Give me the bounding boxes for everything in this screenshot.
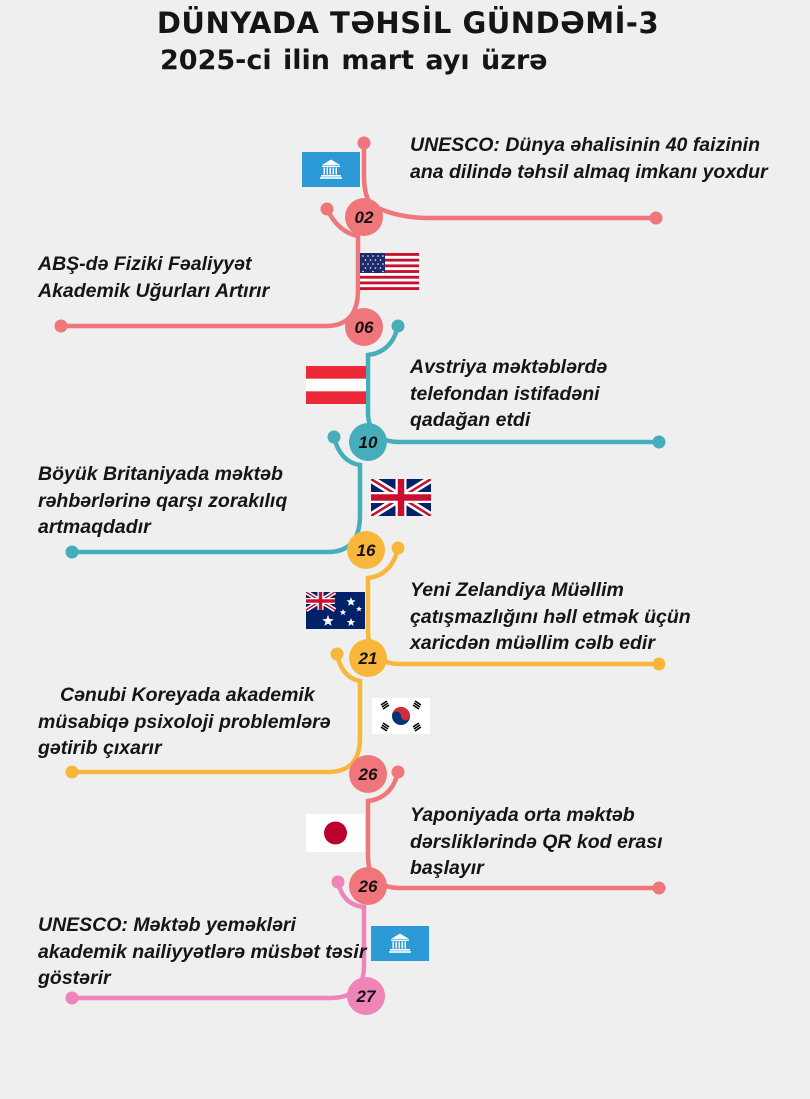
day-marker-label: 21 bbox=[358, 649, 378, 668]
item-text-02: UNESCO: Dünya əhalisinin 40 faizinin ana dilində təhsil almaq imkanı yoxdur bbox=[410, 134, 768, 183]
day-marker-02 bbox=[345, 198, 383, 236]
south-korea-flag bbox=[372, 698, 430, 734]
page-subtitle: 2025-ci ilin mart ayı üzrə bbox=[160, 45, 548, 76]
day-marker-16 bbox=[347, 531, 385, 569]
japan-flag bbox=[306, 814, 365, 852]
item-text-26-korea: Cənubi Koreyada akademik müsabiqə psixoloji problemlərə gətirib çıxarır bbox=[38, 684, 331, 759]
day-marker-label: 02 bbox=[354, 208, 374, 227]
unesco-flag-2 bbox=[370, 926, 430, 961]
day-marker-10 bbox=[349, 423, 387, 461]
day-marker-06 bbox=[345, 308, 383, 346]
item-text-16: Böyük Britaniyada məktəb rəhbərlərinə qarşı zorakılıq artmaqdadır bbox=[38, 463, 288, 538]
item-text-10: Avstriya məktəblərdə telefondan istifadəni qadağan etdi bbox=[410, 356, 608, 431]
day-marker-label: 06 bbox=[354, 318, 374, 337]
day-marker-21 bbox=[349, 639, 387, 677]
day-marker-label: 26 bbox=[358, 877, 378, 896]
austria-flag bbox=[306, 366, 366, 404]
page-title: DÜNYADA TƏHSİL GÜNDƏMİ-3 bbox=[156, 6, 660, 40]
new-zealand-flag bbox=[306, 592, 365, 629]
day-marker-label: 10 bbox=[358, 433, 378, 452]
item-text-06: ABŞ-də Fiziki Fəaliyyət Akademik Uğurları Artırır bbox=[38, 253, 270, 302]
item-text-21: Yeni Zelandiya Müəllim çatışmazlığını həll etmək üçün xaricdən müəllim cəlb edir bbox=[410, 579, 691, 654]
usa-flag bbox=[360, 253, 419, 290]
unesco-flag bbox=[302, 152, 360, 187]
day-marker-label: 16 bbox=[356, 541, 376, 560]
day-marker-26 bbox=[349, 867, 387, 905]
uk-flag bbox=[371, 479, 431, 516]
item-text-26-japan: Yaponiyada orta məktəb dərsliklərində QR kod erası başlayır bbox=[410, 804, 663, 879]
day-marker-label: 27 bbox=[356, 987, 376, 1006]
day-marker-label: 26 bbox=[358, 765, 378, 784]
item-text-27: UNESCO: Məktəb yeməkləri akademik nailiyyətlərə müsbət təsir göstərir bbox=[38, 914, 367, 989]
